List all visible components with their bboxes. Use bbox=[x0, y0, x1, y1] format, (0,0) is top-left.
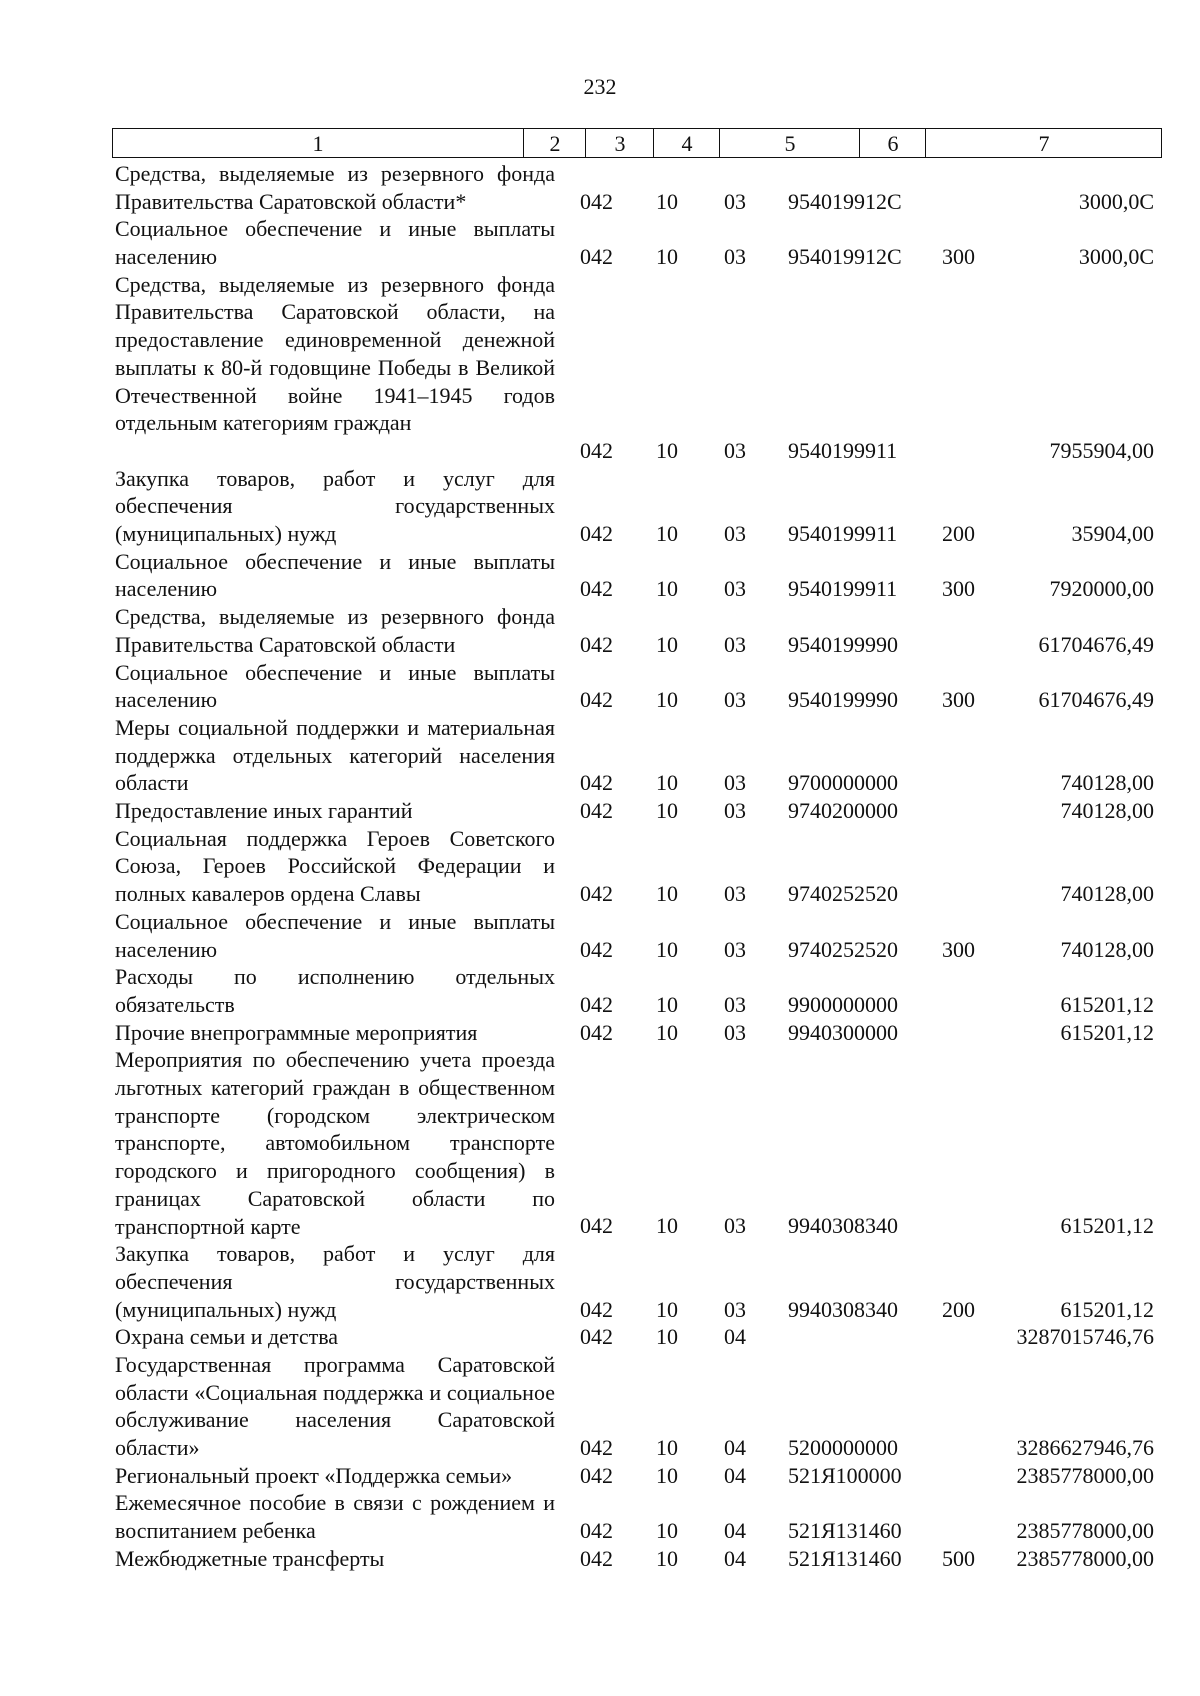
row-c4: 03 bbox=[724, 881, 746, 907]
row-c3: 10 bbox=[656, 798, 678, 824]
row-c3: 10 bbox=[656, 437, 678, 463]
row-c4: 03 bbox=[724, 631, 746, 657]
row-c3: 10 bbox=[656, 188, 678, 214]
row-c6: 300 bbox=[942, 687, 975, 713]
row-c2: 042 bbox=[580, 631, 613, 657]
table-row bbox=[0, 1019, 1200, 1047]
row-c2: 042 bbox=[580, 770, 613, 796]
row-c4: 03 bbox=[724, 1296, 746, 1322]
row-c7: 740128,00 bbox=[1060, 798, 1154, 824]
row-description: Закупка товаров, работ и услуг для обеспечения государственных (муниципальных) нужд bbox=[115, 465, 555, 547]
row-c7: 740128,00 bbox=[1060, 936, 1154, 962]
row-c4: 04 bbox=[724, 1462, 746, 1488]
header-col-6: 6 bbox=[859, 129, 926, 157]
row-c4: 03 bbox=[724, 576, 746, 602]
row-c4: 04 bbox=[724, 1435, 746, 1461]
row-c7: 61704676,49 bbox=[1038, 631, 1154, 657]
row-c2: 042 bbox=[580, 991, 613, 1017]
row-c5: 9740200000 bbox=[788, 798, 898, 824]
row-c5: 521Я131460 bbox=[788, 1545, 902, 1571]
row-c3: 10 bbox=[656, 631, 678, 657]
table-row bbox=[0, 1545, 1200, 1573]
row-c5: 9940308340 bbox=[788, 1213, 898, 1239]
row-c6: 300 bbox=[942, 244, 975, 270]
table-row bbox=[0, 714, 1200, 797]
row-description: Закупка товаров, работ и услуг для обеспечения государственных (муниципальных) нужд bbox=[115, 1241, 555, 1322]
row-c3: 10 bbox=[656, 936, 678, 962]
row-description: Ежемесячное пособие в связи с рождением и воспитанием ребенка bbox=[115, 1490, 555, 1544]
table-row bbox=[0, 160, 1200, 215]
row-c2: 042 bbox=[580, 576, 613, 602]
table-row bbox=[0, 797, 1200, 825]
row-c2: 042 bbox=[580, 687, 613, 713]
header-col-3: 3 bbox=[585, 129, 654, 157]
row-c6: 300 bbox=[942, 576, 975, 602]
row-c5: 9540199911 bbox=[788, 437, 898, 463]
row-c6: 500 bbox=[942, 1545, 975, 1571]
row-c2: 042 bbox=[580, 1296, 613, 1322]
row-c7: 615201,12 bbox=[1060, 1019, 1154, 1045]
header-col-4: 4 bbox=[653, 129, 720, 157]
row-c4: 03 bbox=[724, 1213, 746, 1239]
table-row bbox=[0, 271, 1200, 465]
row-description: Социальное обеспечение и иные выплаты населению bbox=[115, 659, 555, 713]
row-c4: 04 bbox=[724, 1518, 746, 1544]
row-c5: 954019912С bbox=[788, 244, 902, 270]
row-c4: 03 bbox=[724, 188, 746, 214]
row-description: Средства, выделяемые из резервного фонда Правительства Саратовской области bbox=[115, 604, 555, 657]
row-c5: 9740252520 bbox=[788, 881, 898, 907]
row-c4: 03 bbox=[724, 437, 746, 463]
row-c5: 9540199990 bbox=[788, 687, 898, 713]
row-c2: 042 bbox=[580, 1518, 613, 1544]
row-c6: 200 bbox=[942, 1296, 975, 1322]
row-c7: 3286627946,76 bbox=[1016, 1435, 1154, 1461]
table-row bbox=[0, 1351, 1200, 1462]
row-c2: 042 bbox=[580, 437, 613, 463]
table-row bbox=[0, 215, 1200, 270]
row-c7: 2385778000,00 bbox=[1016, 1545, 1154, 1571]
row-c3: 10 bbox=[656, 521, 678, 547]
row-c2: 042 bbox=[580, 1435, 613, 1461]
row-c2: 042 bbox=[580, 188, 613, 214]
row-description: Охрана семьи и детства bbox=[115, 1324, 339, 1350]
row-c3: 10 bbox=[656, 991, 678, 1017]
row-c3: 10 bbox=[656, 1296, 678, 1322]
row-c6: 200 bbox=[942, 521, 975, 547]
page-number: 232 bbox=[583, 74, 617, 99]
row-c4: 03 bbox=[724, 798, 746, 824]
row-c5: 9940300000 bbox=[788, 1019, 898, 1045]
row-c5: 521Я100000 bbox=[788, 1462, 902, 1488]
row-c3: 10 bbox=[656, 1324, 678, 1350]
row-description: Социальное обеспечение и иные выплаты населению bbox=[115, 908, 555, 962]
row-c3: 10 bbox=[656, 687, 678, 713]
row-c3: 10 bbox=[656, 881, 678, 907]
row-c2: 042 bbox=[580, 1019, 613, 1045]
row-c3: 10 bbox=[656, 1462, 678, 1488]
row-description: Региональный проект «Поддержка семьи» bbox=[115, 1462, 513, 1488]
table-header bbox=[112, 128, 1162, 158]
table-row bbox=[0, 548, 1200, 603]
row-c7: 3287015746,76 bbox=[1016, 1324, 1154, 1350]
row-c5: 954019912С bbox=[788, 188, 902, 214]
row-description: Социальное обеспечение и иные выплаты населению bbox=[115, 548, 555, 602]
row-c7: 3000,0С bbox=[1078, 188, 1154, 214]
row-description: Средства, выделяемые из резервного фонда Правительства Саратовской области* bbox=[115, 161, 555, 214]
table-row bbox=[0, 963, 1200, 1018]
table-body bbox=[0, 160, 1200, 1573]
row-c2: 042 bbox=[580, 244, 613, 270]
header-col-5: 5 bbox=[719, 129, 860, 157]
row-c7: 2385778000,00 bbox=[1016, 1518, 1154, 1544]
table-row bbox=[0, 465, 1200, 548]
row-c7: 615201,12 bbox=[1060, 1296, 1154, 1322]
table-row bbox=[0, 1046, 1200, 1240]
row-c2: 042 bbox=[580, 798, 613, 824]
table-row bbox=[0, 659, 1200, 714]
row-description: Межбюджетные трансферты bbox=[115, 1545, 385, 1571]
row-c3: 10 bbox=[656, 1019, 678, 1045]
row-c4: 03 bbox=[724, 244, 746, 270]
table-row bbox=[0, 1240, 1200, 1323]
row-c7: 35904,00 bbox=[1071, 521, 1154, 547]
row-c5: 9940308340 bbox=[788, 1296, 898, 1322]
header-col-7: 7 bbox=[925, 129, 1162, 157]
row-c2: 042 bbox=[580, 1324, 613, 1350]
row-c3: 10 bbox=[656, 576, 678, 602]
row-description: Прочие внепрограммные мероприятия bbox=[115, 1019, 478, 1045]
row-c3: 10 bbox=[656, 1545, 678, 1571]
table-row bbox=[0, 825, 1200, 908]
row-c4: 03 bbox=[724, 991, 746, 1017]
row-c2: 042 bbox=[580, 1213, 613, 1239]
table-row bbox=[0, 603, 1200, 658]
row-c4: 03 bbox=[724, 936, 746, 962]
table-row bbox=[0, 1489, 1200, 1544]
row-c4: 03 bbox=[724, 687, 746, 713]
row-c5: 5200000000 bbox=[788, 1435, 898, 1461]
row-description: Социальная поддержка Героев Советского Союза, Героев Российской Федерации и полных кавалеров ордена Славы bbox=[115, 825, 555, 907]
row-c2: 042 bbox=[580, 881, 613, 907]
row-c7: 7955904,00 bbox=[1049, 437, 1154, 463]
row-c2: 042 bbox=[580, 936, 613, 962]
row-description: Государственная программа Саратовской области «Социальная поддержка и социальное обслуживание населения Саратовской области» bbox=[115, 1351, 555, 1461]
row-c4: 04 bbox=[724, 1545, 746, 1571]
row-description: Социальное обеспечение и иные выплаты населению bbox=[115, 216, 555, 270]
row-c3: 10 bbox=[656, 1213, 678, 1239]
row-c3: 10 bbox=[656, 1435, 678, 1461]
row-c5: 9900000000 bbox=[788, 991, 898, 1017]
row-c5: 9540199911 bbox=[788, 521, 898, 547]
header-col-2: 2 bbox=[523, 129, 586, 157]
row-c4: 03 bbox=[724, 521, 746, 547]
row-description: Меры социальной поддержки и материальная поддержка отдельных категорий населения области bbox=[115, 714, 555, 796]
row-c4: 03 bbox=[724, 770, 746, 796]
row-c3: 10 bbox=[656, 770, 678, 796]
row-description: Мероприятия по обеспечению учета проезда льготных категорий граждан в общественном транспорте (городском электрическом транспорте, автомобильном транспорте городского и пригородного сообщения) в границах Саратовской области по транспортной карте bbox=[115, 1047, 555, 1239]
row-c5: 9740252520 bbox=[788, 936, 898, 962]
row-description: Расходы по исполнению отдельных обязательств bbox=[115, 964, 555, 1017]
row-c7: 3000,0С bbox=[1078, 244, 1154, 270]
row-c5: 521Я131460 bbox=[788, 1518, 902, 1544]
header-col-1: 1 bbox=[312, 131, 324, 156]
row-c6: 300 bbox=[942, 936, 975, 962]
row-description: Средства, выделяемые из резервного фонда Правительства Саратовской области, на предоставление единовременной денежной выплаты к 80-й годовщине Победы в Великой Отечественной войне 1941–1945 годов отдельным категориям граждан bbox=[115, 271, 555, 436]
row-c5: 9540199911 bbox=[788, 576, 898, 602]
row-c7: 740128,00 bbox=[1060, 881, 1154, 907]
row-c2: 042 bbox=[580, 1545, 613, 1571]
row-c2: 042 bbox=[580, 521, 613, 547]
row-c7: 61704676,49 bbox=[1038, 687, 1154, 713]
row-c4: 03 bbox=[724, 1019, 746, 1045]
table-row bbox=[0, 908, 1200, 963]
row-c5: 9540199990 bbox=[788, 631, 898, 657]
row-description: Предоставление иных гарантий bbox=[115, 798, 413, 824]
row-c7: 2385778000,00 bbox=[1016, 1462, 1154, 1488]
row-c7: 615201,12 bbox=[1060, 991, 1154, 1017]
row-c3: 10 bbox=[656, 1518, 678, 1544]
row-c5: 9700000000 bbox=[788, 770, 898, 796]
row-c3: 10 bbox=[656, 244, 678, 270]
table-row bbox=[0, 1323, 1200, 1351]
row-c7: 740128,00 bbox=[1060, 770, 1154, 796]
table-row bbox=[0, 1462, 1200, 1490]
row-c7: 7920000,00 bbox=[1049, 576, 1154, 602]
row-c7: 615201,12 bbox=[1060, 1213, 1154, 1239]
row-c2: 042 bbox=[580, 1462, 613, 1488]
row-c4: 04 bbox=[724, 1324, 746, 1350]
